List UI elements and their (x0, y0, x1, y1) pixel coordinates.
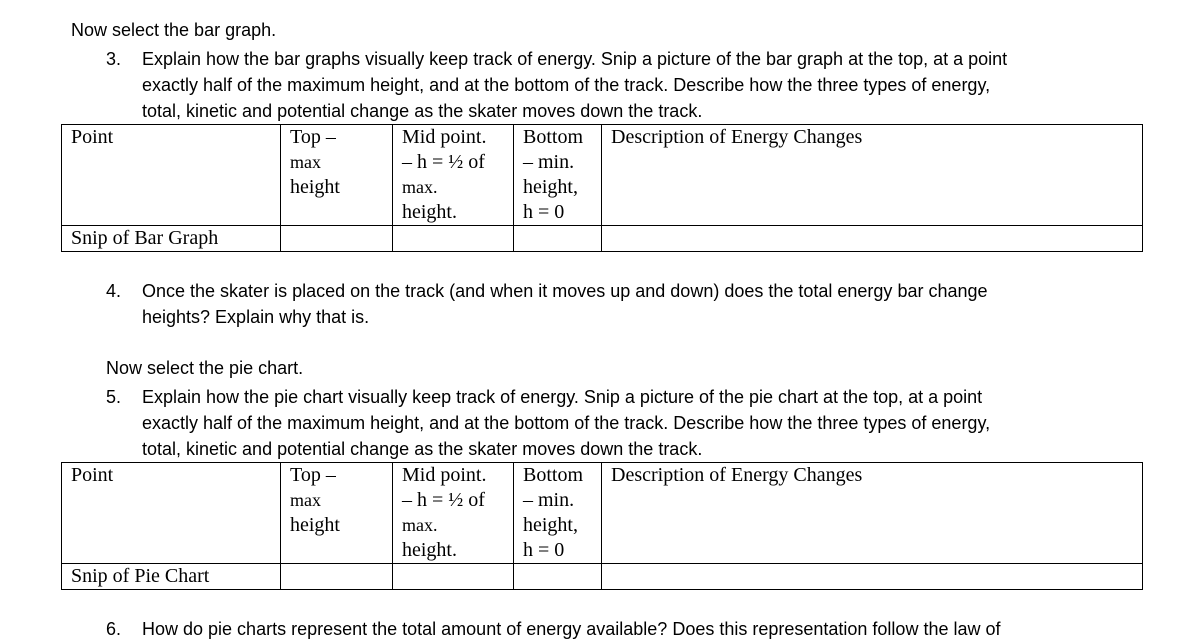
header-mid-point: Mid point. – h = ½ of max. height. (393, 463, 514, 564)
question-3-line-2: exactly half of the maximum height, and at the bottom of the track. Describe how the three types of energy, (142, 75, 991, 95)
question-5-line-1: Explain how the pie chart visually keep track of energy. Snip a picture of the pie chart at the top, at a point (142, 387, 983, 407)
question-5-line-2: exactly half of the maximum height, and at the bottom of the track. Describe how the three types of energy, (142, 413, 991, 433)
table-header-row (62, 463, 1143, 564)
cell-mid[interactable] (393, 564, 514, 590)
question-4-number: 4. (106, 281, 122, 301)
cell-description[interactable] (602, 226, 1143, 252)
question-5-number: 5. (106, 387, 122, 407)
row-label-snip-pie-chart: Snip of Pie Chart (62, 564, 281, 590)
header-description: Description of Energy Changes (602, 463, 1143, 564)
header-top: Top – max height (281, 125, 393, 226)
cell-top[interactable] (281, 564, 393, 590)
cell-description[interactable] (602, 564, 1143, 590)
question-6-number: 6. (106, 619, 122, 639)
header-point: Point (62, 463, 281, 564)
intro-bar-graph: Now select the bar graph. (71, 20, 277, 40)
header-bottom: Bottom – min. height, h = 0 (514, 463, 602, 564)
cell-bottom[interactable] (514, 564, 602, 590)
question-4-line-2: heights? Explain why that is. (142, 307, 370, 327)
table-header-row (62, 125, 1143, 226)
row-label-snip-bar-graph: Snip of Bar Graph (62, 226, 281, 252)
table-row (62, 226, 1143, 252)
question-4-line-1: Once the skater is placed on the track (and when it moves up and down) does the total energy bar change (142, 281, 988, 301)
cell-bottom[interactable] (514, 226, 602, 252)
header-mid-point: Mid point. – h = ½ of max. height. (393, 125, 514, 226)
question-3-line-1: Explain how the bar graphs visually keep track of energy. Snip a picture of the bar graph at the top, at a point (142, 49, 1008, 69)
intro-pie-chart: Now select the pie chart. (106, 358, 304, 378)
question-3-line-3: total, kinetic and potential change as the skater moves down the track. (142, 101, 703, 121)
table-row (62, 564, 1143, 590)
header-bottom: Bottom – min. height, h = 0 (514, 125, 602, 226)
pie-chart-table (61, 462, 1143, 590)
header-point: Point (62, 125, 281, 226)
bar-graph-table (61, 124, 1143, 252)
cell-top[interactable] (281, 226, 393, 252)
question-5-line-3: total, kinetic and potential change as the skater moves down the track. (142, 439, 703, 459)
cell-mid[interactable] (393, 226, 514, 252)
question-6-line-1: How do pie charts represent the total amount of energy available? Does this representation follow the law of (142, 619, 1001, 639)
header-top: Top – max height (281, 463, 393, 564)
header-description: Description of Energy Changes (602, 125, 1143, 226)
question-3-number: 3. (106, 49, 122, 69)
